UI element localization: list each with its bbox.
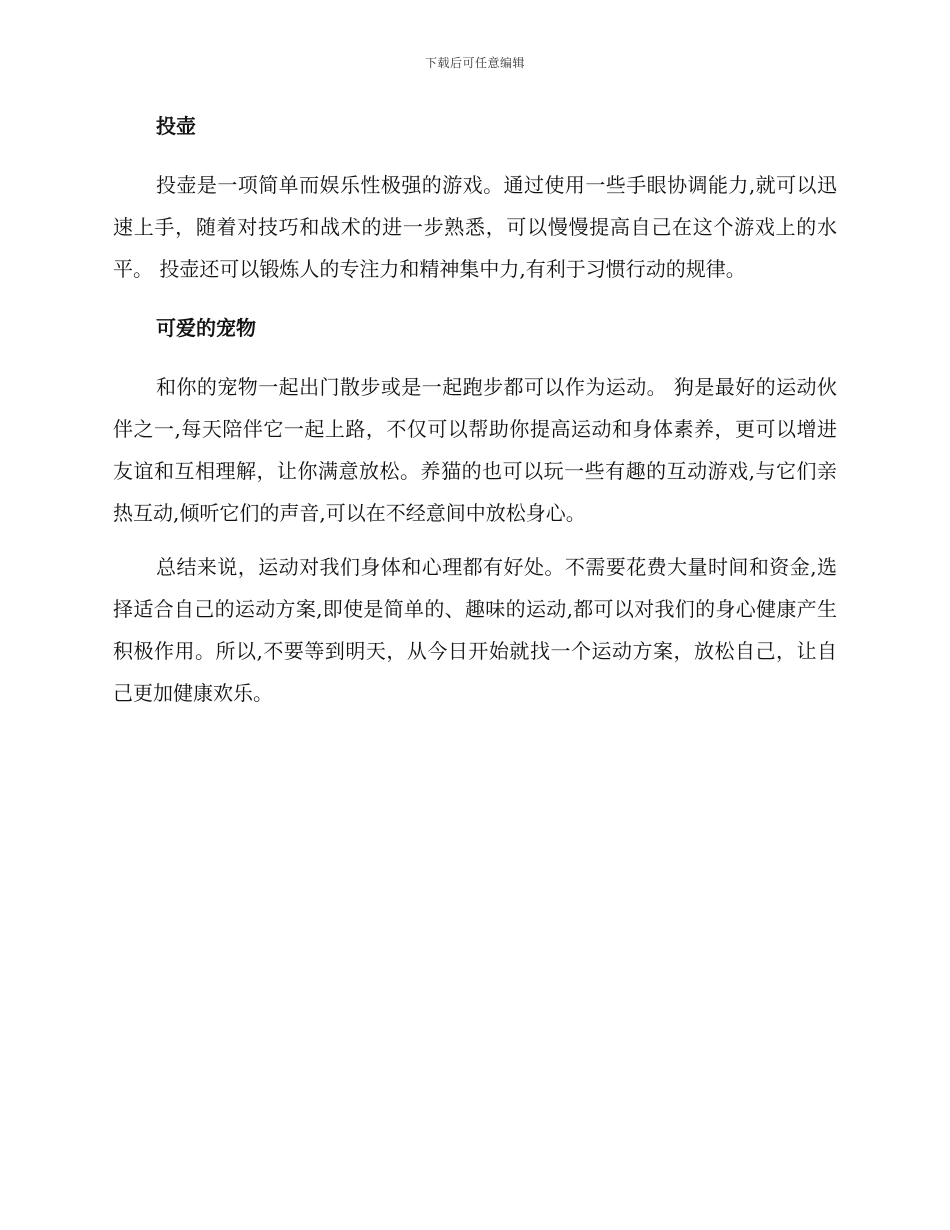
paragraph-conclusion: 总结来说，运动对我们身体和心理都有好处。不需要花费大量时间和资金,选择适合自己的运动方案,即使是简单的、趣味的运动,都可以对我们的身心健康产生积极作用。所以,不要等到明天，从今日开始就找一个运动方案，放松自己，让自己更加健康欢乐。 (113, 555, 837, 705)
header-note: 下载后可任意编辑 (424, 56, 525, 70)
paragraph-touhu: 投壶是一项简单而娱乐性极强的游戏。通过使用一些手眼协调能力,就可以迅速上手，随着对技巧和战术的进一步熟悉，可以慢慢提高自己在这个游戏上的水平。 投壶还可以锻炼人的专注力和精神集中力,有利于习惯行动的规律。 (113, 173, 837, 281)
document-content (113, 110, 837, 714)
paragraph-pets: 和你的宠物一起出门散步或是一起跑步都可以作为运动。 狗是最好的运动伙伴之一,每天陪伴它一起上路，不仅可以帮助你提高运动和身体素养，更可以增进友谊和互相理解，让你满意放松。养猫的也可以玩一些有趣的互动游戏,与它们亲热互动,倾听它们的声音,可以在不经意间中放松身心。 (113, 375, 837, 525)
section-heading-pets: 可爱的宠物 (156, 316, 256, 340)
section-heading-touhu: 投壶 (156, 114, 196, 138)
